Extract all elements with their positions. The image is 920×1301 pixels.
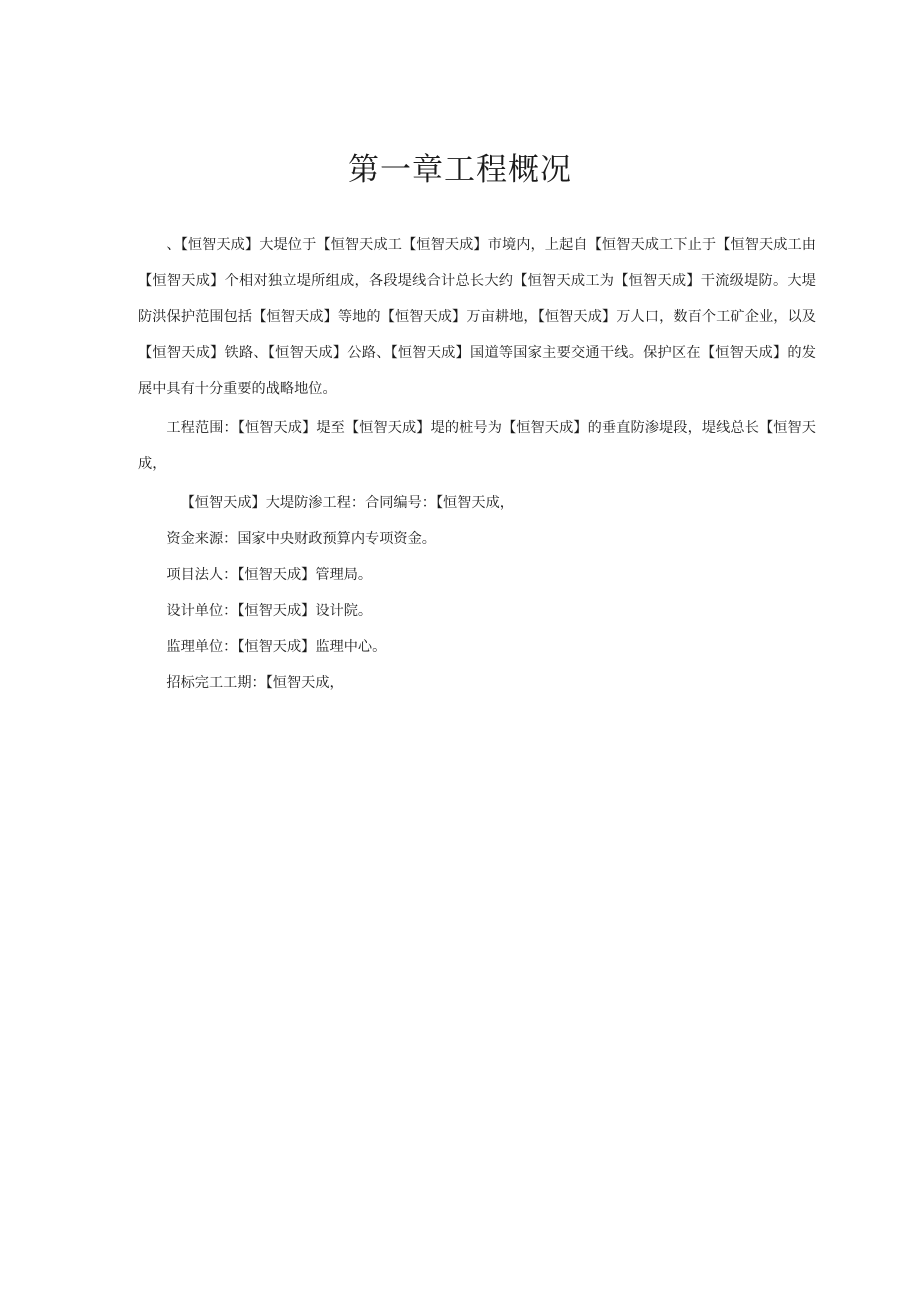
paragraph-funding-source: 资金来源：国家中央财政预算内专项资金。 xyxy=(166,531,436,547)
paragraph-contract: 【恒智天成】大堤防渗工程：合同编号：【恒智天成， xyxy=(180,495,514,511)
paragraph-completion-schedule: 招标完工工期：【恒智天成， xyxy=(166,675,344,691)
paragraph-design-unit: 设计单位：【恒智天成】设计院。 xyxy=(166,603,373,619)
paragraph-overview: 、【恒智天成】大堤位于【恒智天成工【恒智天成】市境内，上起自【恒智天成工下止于【恒智天成工由【恒智天成】个相对独立堤所组成，各段堤线合计总长大约【恒智天成工为【恒智天成】干流级堤防。大堤防洪保护范围包括【恒智天成】等地的【恒智天成】万亩耕地，【恒智天成】万人口，数百个工矿企业，以及【恒智天成】铁路、【恒智天成】公路、【恒智天成】国道等国家主要交通干线。保护区在【恒智天成】的发展中具有十分重要的战略地位。 xyxy=(138,237,816,397)
paragraph-project-legal-person: 项目法人：【恒智天成】管理局。 xyxy=(166,567,373,583)
paragraph-supervision-unit: 监理单位：【恒智天成】监理中心。 xyxy=(166,639,387,655)
document-body xyxy=(138,227,816,698)
paragraph-project-scope: 工程范围：【恒智天成】堤至【恒智天成】堤的桩号为【恒智天成】的垂直防渗堤段，堤线总长【恒智天成， xyxy=(138,420,816,472)
chapter-title: 第一章工程概况 xyxy=(348,152,572,188)
